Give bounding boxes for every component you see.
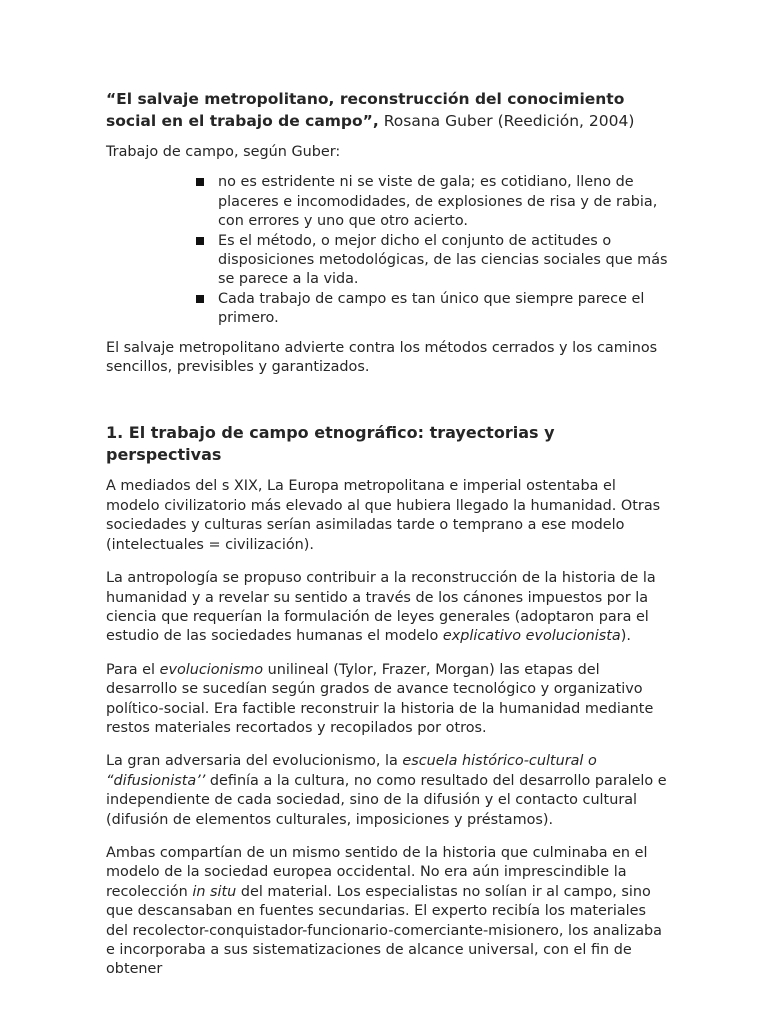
paragraph-4 bbox=[106, 752, 668, 830]
paragraph-4-italic: escuela histórico-cultural o “difusionista’’ bbox=[106, 753, 597, 789]
square-bullet-icon bbox=[196, 178, 204, 186]
paragraph-3-italic: evolucionismo bbox=[159, 661, 264, 678]
paragraph-3 bbox=[106, 661, 668, 739]
paragraph-4-text: La gran adversaria del evolucionismo, la bbox=[106, 753, 403, 770]
square-bullet-icon bbox=[196, 237, 204, 245]
square-bullet-icon bbox=[196, 295, 204, 303]
section-heading: 1. El trabajo de campo etnográfico: trayectorias y perspectivas bbox=[106, 423, 555, 465]
paragraph-2 bbox=[106, 569, 668, 647]
summary-paragraph: El salvaje metropolitano advierte contra los métodos cerrados y los caminos sencillos, previsibles y garantizados. bbox=[106, 339, 658, 376]
paragraph-3-text: Para el bbox=[106, 661, 160, 678]
bullet-text: no es estridente ni se viste de gala; es cotidiano, lleno de placeres e incomodidades, de explosiones de risa y de rabia, con errores y uno que otro acierto. bbox=[218, 174, 658, 230]
bullet-item bbox=[218, 173, 668, 231]
paragraph-2-text-end: ). bbox=[620, 628, 631, 645]
title-text: “El salvaje metropolitano, reconstrucción del conocimiento social en el trabajo de campo”, bbox=[106, 90, 625, 130]
paragraph-4-text-end: definía a la cultura, no como resultado del desarrollo paralelo e independiente de cada sociedad, sino de la difusión y el contacto cultural (difusión de elementos culturales, imposiciones y préstamos). bbox=[106, 772, 667, 828]
title-author: Rosana Guber (Reedición, 2004) bbox=[378, 112, 635, 130]
paragraph-3-text-end: unilineal (Tylor, Frazer, Morgan) las etapas del desarrollo se sucedían según grados de avance tecnológico y organizativo político-social. Era factible reconstruir la historia de la humanidad mediante restos materiales recortados y recopilados por otros. bbox=[106, 661, 654, 736]
intro-text: Trabajo de campo, según Guber: bbox=[106, 144, 341, 160]
paragraph-2-italic: explicativo evolucionista bbox=[442, 628, 621, 645]
paragraph-1: A mediados del s XIX, La Europa metropolitana e imperial ostentaba el modelo civilizatorio más elevado al que hubiera llegado la humanidad. Otras sociedades y culturas serían asimiladas tarde o temprano a ese modelo (intelectuales = civilización). bbox=[106, 478, 661, 553]
document-title bbox=[106, 88, 668, 132]
bullet-item bbox=[218, 232, 668, 290]
paragraph-5 bbox=[106, 844, 668, 980]
bullet-list bbox=[106, 173, 668, 328]
paragraph-2-text: La antropología se propuso contribuir a la reconstrucción de la historia de la humanidad y a revelar su sentido a través de los cánones impuestos por la ciencia que requerían la formulación de leyes generales (adoptaron para el estudio de las sociedades humanas el modelo bbox=[106, 570, 656, 645]
bullet-text: Es el método, o mejor dicho el conjunto de actitudes o disposiciones metodológicas, de las ciencias sociales que más se parece a la vida. bbox=[218, 232, 668, 288]
paragraph-5-italic: in situ bbox=[192, 883, 237, 900]
paragraph-5-text-end: del material. Los especialistas no solían ir al campo, sino que descansaban en fuentes secundarias. El experto recibía los materiales del recolector-conquistador-funcionario-comerciante-misionero, los analizaba e incorporaba a sus sistematizaciones de alcance universal, con el fin de obtener bbox=[106, 883, 662, 978]
bullet-text: Cada trabajo de campo es tan único que siempre parece el primero. bbox=[218, 290, 645, 327]
paragraph-5-text: Ambas compartían de un mismo sentido de la historia que culminaba en el modelo de la sociedad europea occidental. No era aún imprescindible la recolección bbox=[106, 844, 648, 900]
bullet-item bbox=[218, 290, 668, 329]
